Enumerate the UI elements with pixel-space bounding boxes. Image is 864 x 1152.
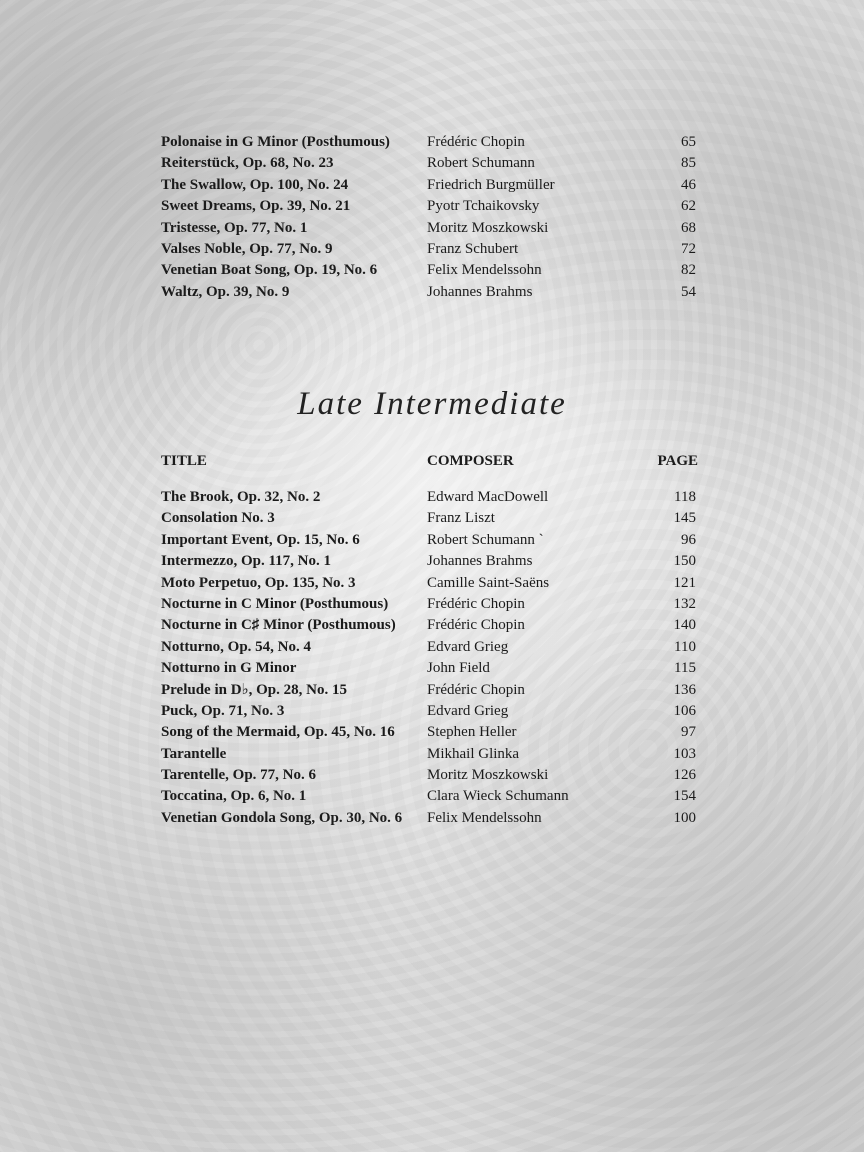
piece-title: Waltz, Op. 39, No. 9: [161, 283, 290, 300]
piece-title: Nocturne in C♯ Minor (Posthumous): [161, 617, 396, 634]
piece-title: Prelude in D♭, Op. 28, No. 15: [161, 681, 347, 698]
piece-title: Toccatina, Op. 6, No. 1: [161, 788, 307, 805]
contents-row: [161, 508, 698, 529]
composer-name: Moritz Moszkowski: [427, 219, 549, 236]
page-number: 62: [681, 198, 696, 215]
page-number: 145: [673, 510, 696, 527]
composer-name: Frédéric Chopin: [427, 617, 525, 634]
page-number: 140: [673, 617, 696, 634]
contents-row: [161, 701, 698, 722]
contents-row: [161, 551, 698, 572]
composer-name: Johannes Brahms: [427, 553, 533, 570]
page-number: 54: [681, 283, 696, 300]
page-number: 65: [681, 134, 696, 150]
composer-column-header: COMPOSER: [427, 453, 514, 469]
piece-title: Valses Noble, Op. 77, No. 9: [161, 240, 333, 257]
composer-name: Mikhail Glinka: [427, 745, 520, 762]
page-number: 96: [681, 531, 696, 548]
contents-row: [161, 744, 698, 765]
page-number: 72: [681, 240, 696, 257]
piece-title: Reiterstück, Op. 68, No. 23: [161, 155, 334, 172]
page-number: 97: [681, 724, 696, 741]
piece-title: Moto Perpetuo, Op. 135, No. 3: [161, 574, 356, 591]
piece-title: Important Event, Op. 15, No. 6: [161, 531, 360, 548]
piece-title: Song of the Mermaid, Op. 45, No. 16: [161, 724, 395, 741]
piece-title: Consolation No. 3: [161, 510, 275, 527]
piece-title: Tarantelle: [161, 745, 227, 762]
page-number: 103: [673, 745, 696, 762]
composer-name: Stephen Heller: [427, 724, 517, 741]
contents-row: [161, 218, 698, 239]
section-heading: Late Intermediate: [297, 386, 567, 422]
piece-title: Polonaise in G Minor (Posthumous): [161, 134, 390, 150]
composer-name: Edvard Grieg: [427, 638, 509, 655]
piece-title: Notturno in G Minor: [161, 660, 297, 677]
contents-row: [161, 808, 698, 829]
piece-title: Venetian Gondola Song, Op. 30, No. 6: [161, 809, 403, 826]
page-number: 126: [673, 767, 696, 784]
page-column-header: PAGE: [657, 453, 698, 469]
contents-row: [161, 658, 698, 679]
page-number: 85: [681, 155, 696, 172]
piece-title: The Brook, Op. 32, No. 2: [161, 489, 321, 505]
page-number: 150: [673, 553, 696, 570]
contents-row: [161, 786, 698, 807]
composer-name: Moritz Moszkowski: [427, 767, 549, 784]
page-number: 118: [674, 489, 696, 505]
contents-row: [161, 530, 698, 551]
page-number: 68: [681, 219, 696, 236]
page-number: 115: [674, 660, 696, 677]
page-number: 132: [673, 595, 696, 612]
page-number: 82: [681, 262, 696, 279]
piece-title: Sweet Dreams, Op. 39, No. 21: [161, 198, 351, 215]
title-column-header: TITLE: [161, 453, 207, 469]
page-number: 121: [673, 574, 696, 591]
composer-name: Frédéric Chopin: [427, 595, 525, 612]
composer-name: Edvard Grieg: [427, 702, 509, 719]
piece-title: Intermezzo, Op. 117, No. 1: [161, 553, 331, 570]
contents-row: [161, 196, 698, 217]
contents-row: [161, 637, 698, 658]
contents-row: [161, 260, 698, 281]
contents-row: [161, 487, 698, 508]
page-number: 110: [674, 638, 696, 655]
contents-row: [161, 573, 698, 594]
contents-row: [161, 153, 698, 174]
composer-name: Johannes Brahms: [427, 283, 533, 300]
composer-name: John Field: [427, 660, 490, 677]
composer-name: Franz Schubert: [427, 240, 519, 257]
composer-name: Friedrich Burgmüller: [427, 176, 555, 193]
composer-name: Frédéric Chopin: [427, 681, 525, 698]
contents-row: [161, 239, 698, 260]
continued-contents-list: [161, 132, 698, 303]
column-headers: [161, 453, 698, 475]
composer-name: Edward MacDowell: [427, 489, 549, 505]
contents-row: [161, 282, 698, 303]
composer-name: Camille Saint-Saëns: [427, 574, 550, 591]
composer-name: Franz Liszt: [427, 510, 495, 527]
piece-title: Tarentelle, Op. 77, No. 6: [161, 767, 317, 784]
contents-row: [161, 765, 698, 786]
contents-row: [161, 680, 698, 701]
late-intermediate-contents-list: [161, 487, 698, 829]
page-number: 136: [673, 681, 696, 698]
contents-row: [161, 594, 698, 615]
composer-name: Pyotr Tchaikovsky: [427, 198, 540, 215]
page-number: 106: [673, 702, 696, 719]
contents-row: [161, 132, 698, 153]
composer-name: Robert Schumann: [427, 155, 535, 172]
piece-title: Tristesse, Op. 77, No. 1: [161, 219, 308, 236]
page-number: 154: [673, 788, 696, 805]
composer-name: Felix Mendelssohn: [427, 262, 542, 279]
piece-title: Puck, Op. 71, No. 3: [161, 702, 285, 719]
composer-name: Felix Mendelssohn: [427, 809, 542, 826]
page-number: 46: [681, 176, 696, 193]
composer-name: Clara Wieck Schumann: [427, 788, 569, 805]
piece-title: Nocturne in C Minor (Posthumous): [161, 595, 389, 612]
composer-name: Frédéric Chopin: [427, 134, 525, 150]
piece-title: The Swallow, Op. 100, No. 24: [161, 176, 349, 193]
page-number: 100: [673, 809, 696, 826]
contents-row: [161, 722, 698, 743]
composer-name: Robert Schumann `: [427, 531, 544, 548]
piece-title: Notturno, Op. 54, No. 4: [161, 638, 312, 655]
piece-title: Venetian Boat Song, Op. 19, No. 6: [161, 262, 378, 279]
contents-row: [161, 175, 698, 196]
contents-row: [161, 615, 698, 636]
